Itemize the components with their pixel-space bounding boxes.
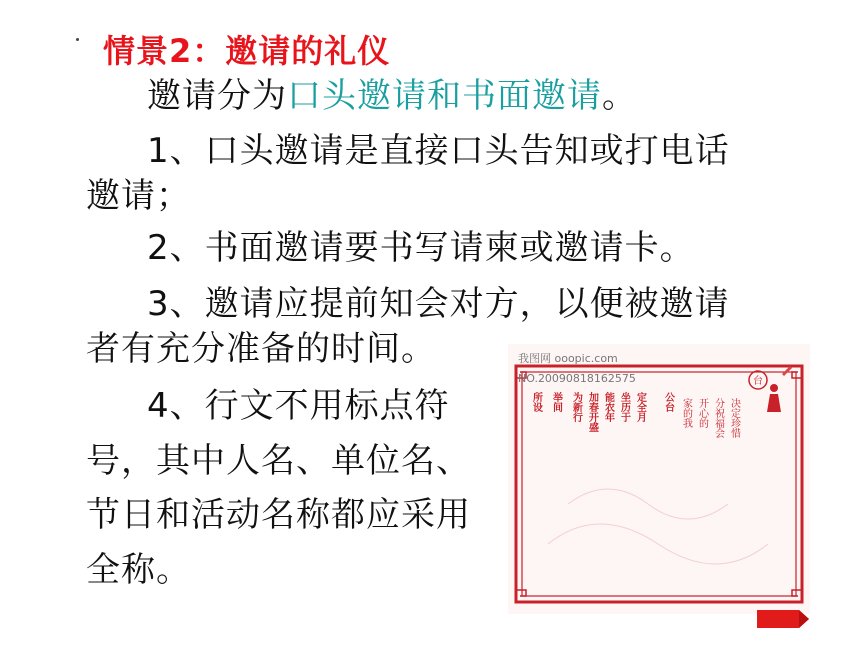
card-col-6: 坐历于	[618, 392, 630, 422]
card-col-11: 分祝福会	[712, 398, 724, 438]
slide-title: 情景2：邀请的礼仪	[103, 32, 391, 70]
card-col-3: 为新行	[570, 392, 582, 422]
intro-highlight: 口头邀请和书面邀请	[287, 76, 602, 116]
invitation-card-image	[508, 344, 810, 614]
card-col-8: 公台	[662, 392, 674, 412]
seal-text: 台	[753, 376, 763, 387]
red-arrow-icon[interactable]	[755, 606, 811, 632]
item4-line1: 4、行文不用标点符	[147, 386, 450, 426]
card-col-10: 开心的	[696, 398, 708, 428]
item4-line4: 全称。	[86, 550, 191, 590]
watermark-line1: 我图网 ooopic.com	[518, 352, 618, 365]
item4-line2: 号，其中人名、单位名、	[86, 441, 471, 481]
card-col-7: 定全月	[634, 392, 646, 422]
watermark-line2: NO.20090818162575	[518, 372, 636, 385]
intro-prefix: 邀请分为	[147, 76, 287, 116]
item3-line1: 3、邀请应提前知会对方，以便被邀请	[147, 284, 730, 324]
card-col-2: 举间	[550, 392, 562, 412]
card-col-4: 加春开盛	[586, 392, 598, 432]
card-col-9: 家的我	[680, 398, 692, 428]
item2: 2、书面邀请要书写请柬或邀请卡。	[147, 228, 695, 268]
card-col-5: 能农年	[602, 392, 614, 422]
card-col-12: 决定珍惜	[728, 398, 740, 438]
card-col-1: 所设	[530, 392, 542, 412]
item1-line2: 邀请；	[86, 176, 191, 216]
intro-suffix: 。	[602, 76, 637, 116]
item4-line3: 节日和活动名称都应采用	[86, 495, 471, 535]
bullet-dot	[76, 38, 79, 41]
intro-line	[147, 76, 637, 116]
item3-line2: 者有充分准备的时间。	[86, 329, 436, 369]
item1-line1: 1、口头邀请是直接口头告知或打电话	[147, 131, 730, 171]
